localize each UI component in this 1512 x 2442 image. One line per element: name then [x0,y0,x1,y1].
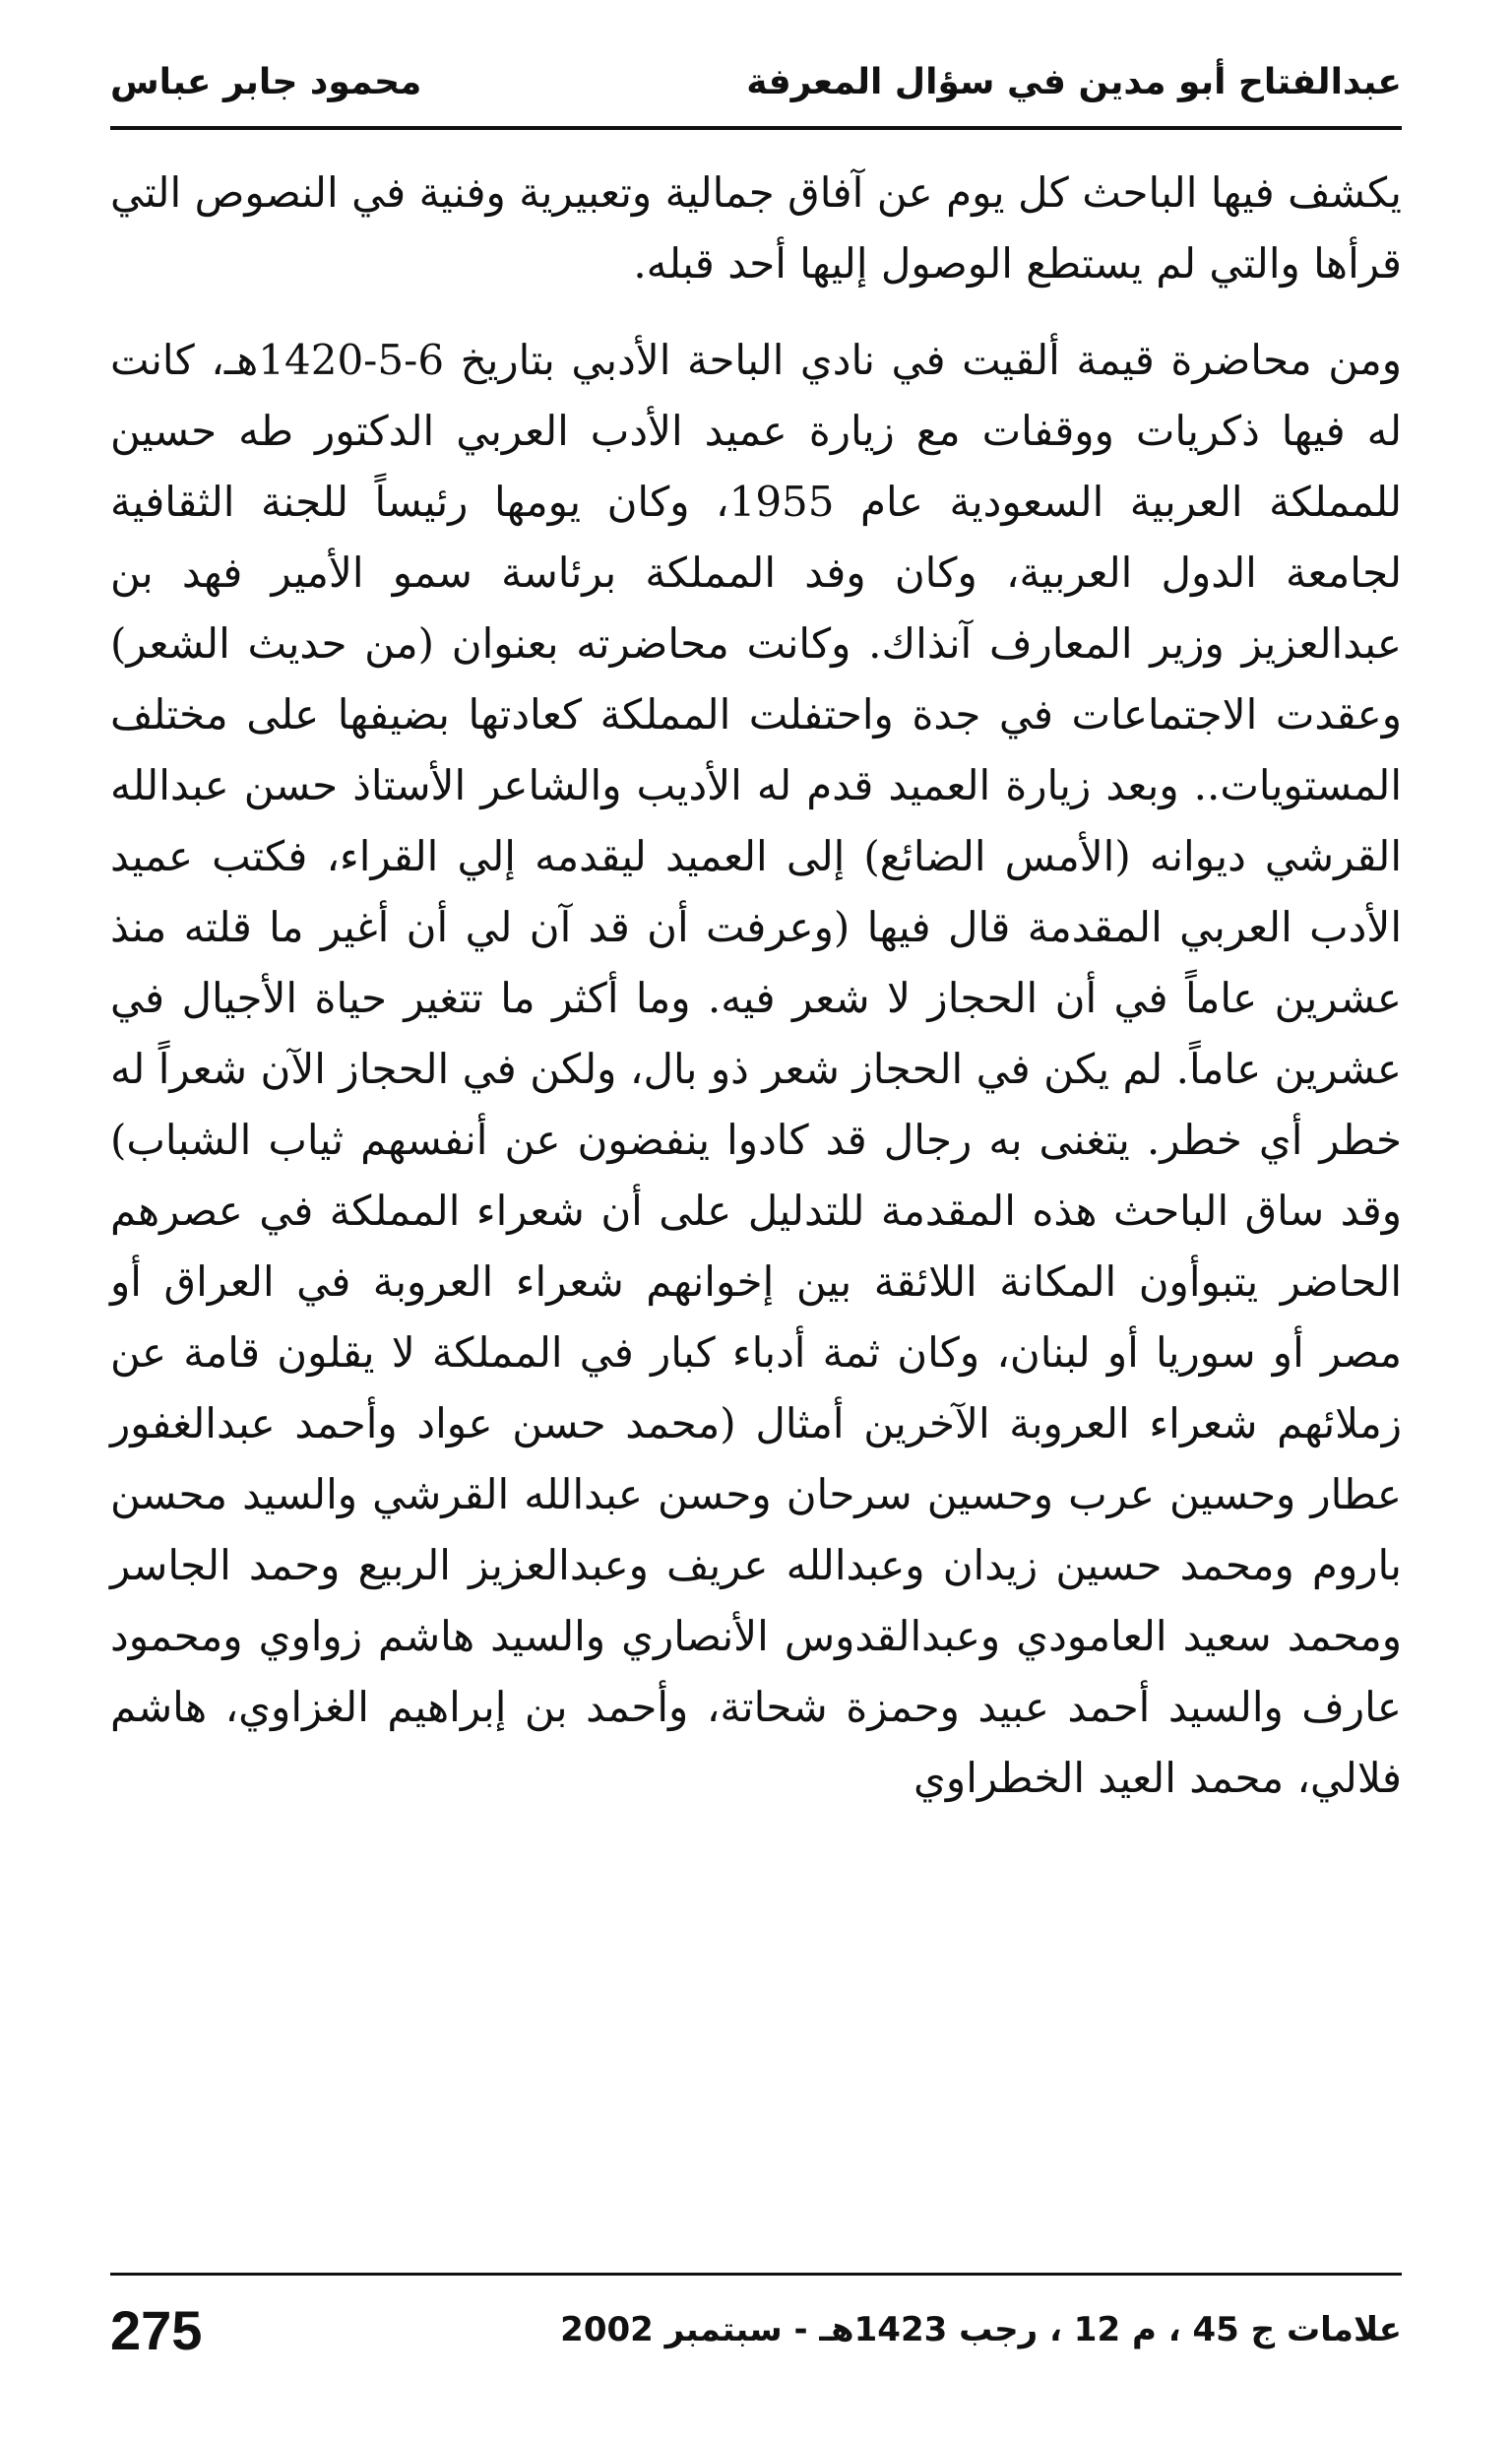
page-number: 275 [110,2298,203,2361]
paragraph-2: ومن محاضرة قيمة ألقيت في نادي الباحة الأدبي بتاريخ 6-5-1420هـ، كانت له فيها ذكريات ووقفات مع زيارة عميد الأدب العربي الدكتور طه حسين للمملكة العربية السعودية عام 1955، وكان يومها رئيساً للجنة الثقافية لجامعة الدول العربية، وكان وفد المملكة برئاسة سمو الأمير فهد بن عبدالعزيز وزير المعارف آنذاك. وكانت محاضرته بعنوان (من حديث الشعر) وعقدت الاجتماعات في جدة واحتفلت المملكة كعادتها بضيفها على مختلف المستويات.. وبعد زيارة العميد قدم له الأديب والشاعر الأستاذ حسن عبدالله القرشي ديوانه (الأمس الضائع) إلى العميد ليقدمه إلي القراء، فكتب عميد الأدب العربي المقدمة قال فيها (وعرفت أن قد آن لي أن أغير ما قلته منذ عشرين عاماً في أن الحجاز لا شعر فيه. وما أكثر ما تتغير حياة الأجيال في عشرين عاماً. لم يكن في الحجاز شعر ذو بال، ولكن في الحجاز الآن شعراً له خطر أي خطر. يتغنى به رجال قد كادوا ينفضون عن أنفسهم ثياب الشباب) وقد ساق الباحث هذه المقدمة للتدليل على أن شعراء المملكة في عصرهم الحاضر يتبوأون المكانة اللائقة بين إخوانهم شعراء العروبة في العراق أو مصر أو سوريا أو لبنان، وكان ثمة أدباء كبار في المملكة لا يقلون قامة عن زملائهم شعراء العروبة الآخرين أمثال (محمد حسن عواد وأحمد عبدالغفور عطار وحسين عرب وحسين سرحان وحسن عبدالله القرشي والسيد محسن باروم ومحمد حسين زيدان وعبدالله عريف وعبدالعزيز الربيع وحمد الجاسر ومحمد سعيد العامودي وعبدالقدوس الأنصاري والسيد هاشم زواوي ومحمود عارف والسيد أحمد عبيد وحمزة شحاتة، وأحمد بن إبراهيم الغزاوي، هاشم فلالي، محمد العيد الخطراوي [110,336,1402,1802]
article-title: عبدالفتاح أبو مدين في سؤال المعرفة [746,61,1402,102]
header-rule [110,126,1402,130]
journal-issue: علامات ج 45 ، م 12 ، رجب 1423هـ - سبتمبر 2002 [560,2310,1402,2349]
article-body [110,158,1402,1814]
author-name: محمود جابر عباس [110,61,422,102]
running-footer [110,2290,1402,2369]
running-header [110,47,1402,116]
footer-rule [110,2273,1402,2276]
paragraph-1: يكشف فيها الباحث كل يوم عن آفاق جمالية وتعبيرية وفنية في النصوص التي قرأها والتي لم يستطع الوصول إليها أحد قبله. [110,168,1402,288]
